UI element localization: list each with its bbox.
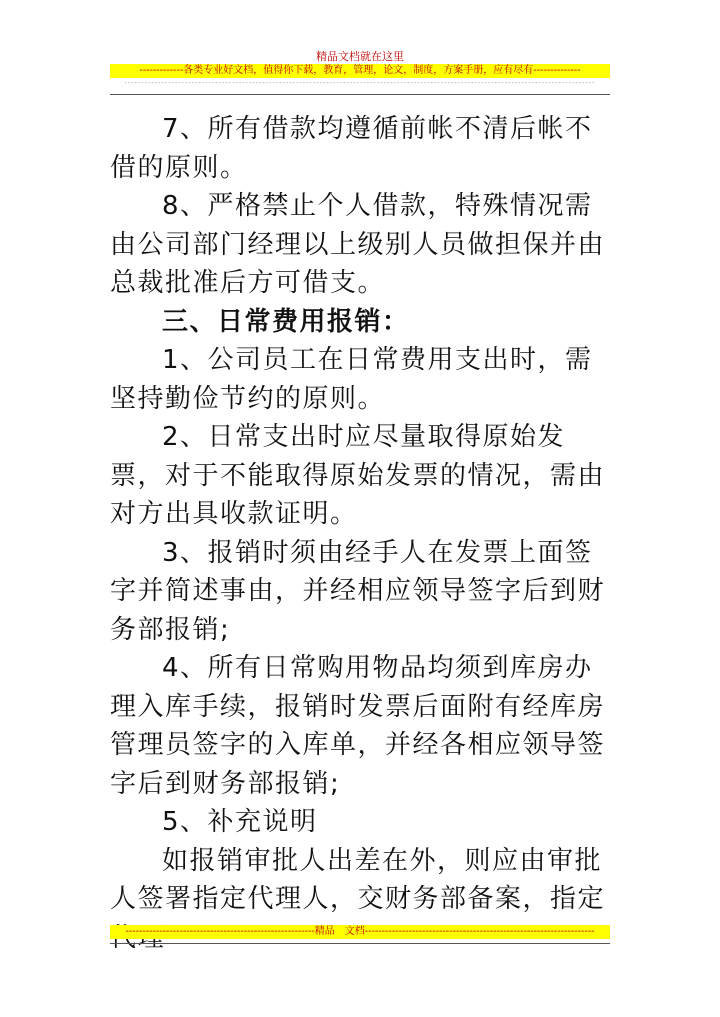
page-header bbox=[110, 50, 610, 88]
page-footer bbox=[110, 925, 610, 939]
paragraph-supplement: 如报销审批人出差在外，则应由审批人签署指定代理人，交财务部备案，指定 bbox=[110, 845, 606, 914]
header-subtitle: -------------各类专业好文档，值得你下载，教育，管理，论文，制度，方案手册，应有尽有-------------- bbox=[110, 64, 610, 78]
paragraph-8: 8、严格禁止个人借款，特殊情况需由公司部门经理以上级别人员做担保并由总裁批准后方可借支。 bbox=[110, 191, 606, 298]
section-heading: 三、日常费用报销： bbox=[162, 306, 410, 337]
paragraph-5: 5、补充说明 bbox=[162, 807, 318, 837]
paragraph-7: 7、所有借款均遵循前帐不清后帐不借的原则。 bbox=[110, 114, 593, 183]
paragraph-2: 2、日常支出时应尽量取得原始发票，对于不能取得原始发票的情况，需由对方出具收款证明。 bbox=[110, 422, 606, 529]
paragraph-1: 1、公司员工在日常费用支出时，需坚持勤俭节约的原则。 bbox=[110, 345, 593, 414]
document-body bbox=[110, 110, 620, 957]
header-title: 精品文档就在这里 bbox=[316, 50, 404, 63]
footer-divider bbox=[110, 943, 610, 944]
paragraph-4: 4、所有日常购用物品均须到库房办理入库手续，报销时发票后面附有经库房管理员签字的入库单，并经各相应领导签字后到财务部报销; bbox=[110, 653, 606, 799]
footer-text: --------------------------------------------------------精品 文档-------------------------------------------------------------------- bbox=[110, 925, 610, 939]
header-divider bbox=[110, 94, 610, 95]
paragraph-3: 3、报销时须由经手人在发票上面签字并简述事由，并经相应领导签字后到财务部报销; bbox=[110, 537, 606, 645]
header-dotted-line: -------------------------------------------------------------------------------------------------------------------------------------------- bbox=[124, 79, 596, 87]
